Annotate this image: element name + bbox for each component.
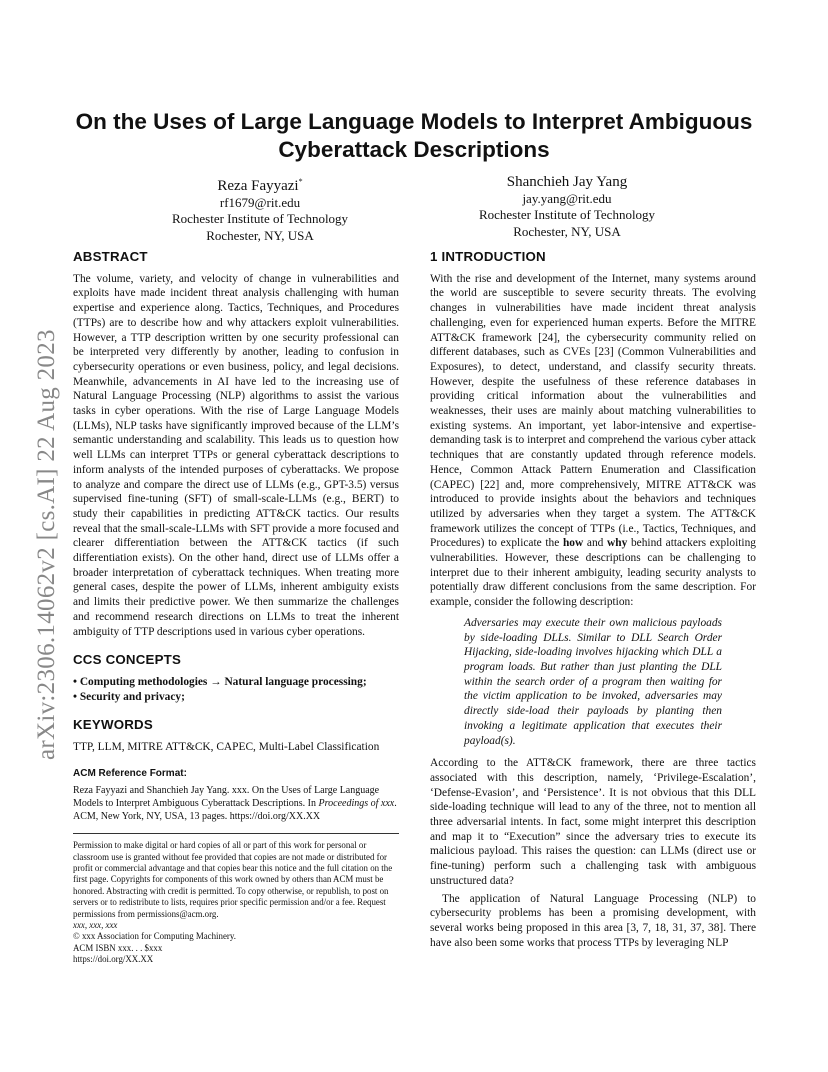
ccs-item: • Computing methodologies → Natural language processing; xyxy=(73,675,367,688)
author-email: rf1679@rit.edu xyxy=(219,194,301,210)
abstract-heading: ABSTRACT xyxy=(73,249,148,264)
intro-paragraph: With the rise and development of the Internet, many systems around the world are susceptible to severe security threats. The evolving changes in vulnerabilities have made incident threat analysis challenging, even for experienced human experts. Before the MITRE ATT&CK framework [24], the cybersecurity community relied on different databases, such as CVEs [23] (Common Vulnerabilities and Exposures), to detect, understand, and classify security threats. However, despite the usefulness of these reference databases in providing critical information about the vulnerabilities and weaknesses, their uses are mainly about matching vulnerabilities to existing systems. An important, yet labor-intensive and expertise-demanding task is to interpret and comprehend the various cyber attack techniques that are constantly updated through reference models. Hence, Common Attack Pattern Enumeration and Classification (CAPEC) [22] and, more comprehensively, MITRE ATT&CK was introduced to provide insights about the behaviors and techniques utilized by adversaries when they target a system. The ATT&CK framework utilizes the concept of TTPs (i.e., Tactics, Techniques, and Procedures) to explicate the how and why behind attackers exploiting vulnerabilities. However, these descriptions can be challenging to interpret due to their inherent ambiguity, leading security analysts to potentially draw different conclusions from the same description. For example, consider the following description: xyxy=(430,272,756,609)
intro-paragraph: According to the ATT&CK framework, there are three tactics associated with this description, namely, ‘Privilege-Escalation’, ‘Defense-Evasion’, and ‘Persistence’. It is not obvious that this DLL side-loading technique will lead to any of the three, not to mention all three adversarial intents. In fact, some might interpret this description and map it to “Execution” since the adversary tries to execute its malicious payload. This raises the question: can LLMs (direct use or fine-tuning) perform such a challenging task with ambiguous unstructured data? xyxy=(430,757,756,887)
conference-info: xxx, xxx, xxx xyxy=(73,919,118,930)
keywords-text: TTP, LLM, MITRE ATT&CK, CAPEC, Multi-Label Classification xyxy=(73,741,380,754)
abstract-text: The volume, variety, and velocity of change in vulnerabilities and exploits have made incident threat analysis challenging with human expertise and experience along. Tactics, Techniques, and Procedures (TTPs) are to describe how and why attackers exploit vulnerabilities. However, a TTP description written by one security professional can be interpreted very differently by another, leading to confusion in cybersecurity operations or even business, policy, and legal decisions. Meanwhile, advancements in AI have led to the increasing use of Natural Language Processing (NLP) algorithms to assist the various tasks in cyber operations. With the rise of Large Language Models (LLMs), NLP tasks have significantly improved because of the LLM’s semantic understanding and scalability. This leads us to question how well LLMs can interpret TTPs or general cyberattack descriptions to inform analysts of the intended purposes of cyberattacks. We propose to analyze and compare the direct use of LLMs (e.g., GPT-3.5) versus supervised fine-tuning (SFT) of small-scale-LLMs (e.g., BERT) to study their capabilities in predicting ATT&CK tactics. Our results reveal that the small-scale-LLMs with SFT provide a more focused and clearer differentiation between the ATT&CK tactics (if such differentiation exists). On the other hand, direct use of LLMs offer a broader interpretation of cyberattack techniques. When treating more general cases, despite the power of LLMs, inherent ambiguity exists and limits their predictive power. We then summarize the challenges and recommend research directions on LLMs to treat the inherent ambiguity of TTP descriptions used in various cyber operations. xyxy=(73,272,399,638)
arxiv-watermark xyxy=(14,290,60,760)
arxiv-id: arXiv:2306.14062v2 [cs.AI] 22 Aug 2023 xyxy=(33,329,60,760)
author-affiliation: Rochester Institute of Technology xyxy=(478,207,656,222)
author-mark: * xyxy=(298,177,303,186)
intro-quote: Adversaries may execute their own malicious payloads by side-loading DLLs. Similar to DLL Search Order Hijacking, side-loading involves hijacking which DLL a program loads. But rather than just planting the DLL within the search order of a program then waiting for the victim application to be invoked, adversaries may directly side-load their payloads by planting then invoking a legitimate application that executes their payload(s). xyxy=(464,616,722,747)
author-email: jay.yang@rit.edu xyxy=(522,190,612,206)
acm-ref-heading: ACM Reference Format: xyxy=(73,767,187,779)
ccs-heading: CCS CONCEPTS xyxy=(73,652,182,668)
intro-paragraph: The application of Natural Language Processing (NLP) to cybersecurity problems has been a promising development, with several works being proposed in this area [3, 7, 18, 31, 37, 38]. There have also been some works that process TTPs by leveraging NLP xyxy=(430,892,756,949)
permission-notice xyxy=(73,833,399,965)
author-block xyxy=(447,174,687,240)
doi: https://doi.org/XX.XX xyxy=(73,954,154,965)
author-name: Reza Fayyazi xyxy=(217,178,299,194)
right-column xyxy=(430,250,756,950)
left-column xyxy=(73,250,399,966)
author-affiliation: Rochester Institute of Technology xyxy=(171,211,349,226)
isbn: ACM ISBN xxx. . . $xxx xyxy=(73,942,163,953)
author-block xyxy=(140,174,380,244)
ccs-item: • Security and privacy; xyxy=(73,690,185,703)
paper-title: On the Uses of Large Language Models to Interpret Ambiguous Cyberattack Descriptions xyxy=(75,109,753,162)
author-name: Shanchieh Jay Yang xyxy=(506,174,628,190)
intro-heading: 1 INTRODUCTION xyxy=(430,249,546,264)
copyright: © xxx Association for Computing Machinery. xyxy=(73,931,236,942)
keywords-heading: KEYWORDS xyxy=(73,717,153,733)
permission-text: Permission to make digital or hard copies of all or part of this work for personal or classroom use is granted without fee provided that copies are not made or distributed for profit or commercial advantage and that copies bear this notice and the full citation on the first page. Copyrights for components of this work owned by others than ACM must be honored. Abstracting with credit is permitted. To copy otherwise, or republish, to post on servers or to redistribute to lists, requires prior specific permission and/or a fee. Request permissions from permissions@acm.org. xyxy=(73,840,393,919)
acm-ref-text: Reza Fayyazi and Shanchieh Jay Yang. xxx. On the Uses of Large Language Models to Interpret Ambiguous Cyberattack Descriptions. In Proceedings of xxx. ACM, New York, NY, USA, 13 pages. https://doi.org/XX.XX xyxy=(73,784,397,822)
author-location: Rochester, NY, USA xyxy=(206,227,314,243)
author-location: Rochester, NY, USA xyxy=(513,223,621,239)
